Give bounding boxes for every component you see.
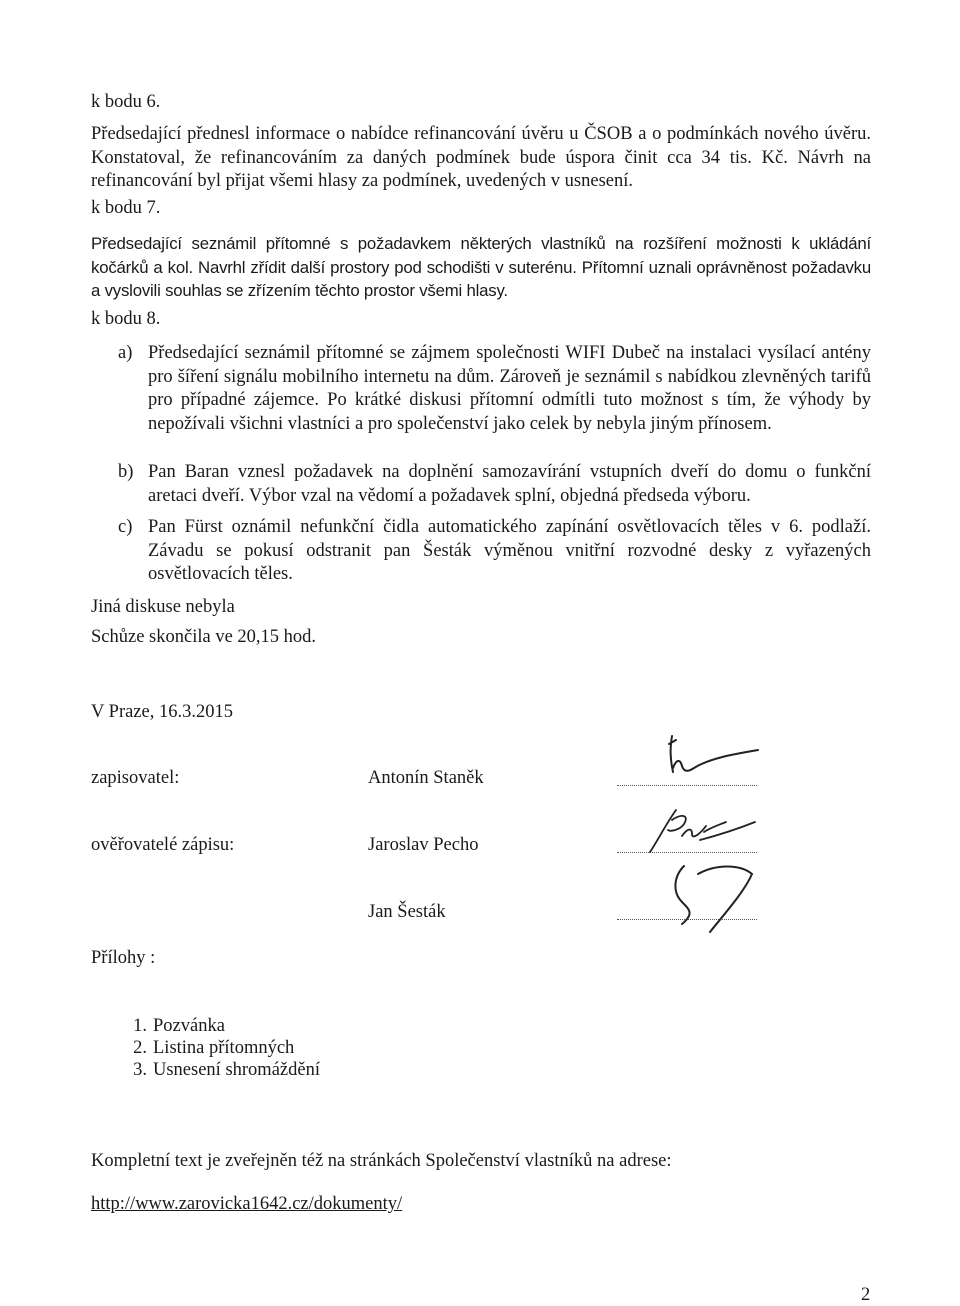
item-marker: b)	[118, 462, 134, 482]
attachments-list	[125, 1015, 320, 1081]
verifiers-label: ověřovatelé zápisu:	[91, 835, 235, 855]
publication-link[interactable]: http://www.zarovicka1642.cz/dokumenty/	[91, 1194, 403, 1214]
list-item	[125, 1059, 320, 1081]
closing-discussion: Jiná diskuse nebyla	[91, 597, 235, 617]
item-text: Usnesení shromáždění	[153, 1060, 320, 1080]
page-number: 2	[861, 1285, 871, 1305]
section-6-heading: k bodu 6.	[91, 92, 161, 112]
attachments-label: Přílohy :	[91, 948, 156, 968]
verifier-2-name: Jan Šesták	[368, 902, 446, 922]
list-item	[125, 1037, 320, 1059]
signature-line	[617, 784, 757, 786]
item-marker: c)	[118, 517, 133, 537]
item-number: 3.	[133, 1060, 147, 1080]
recorder-name: Antonín Staněk	[368, 768, 484, 788]
section-7-text: Předsedající seznámil přítomné s požadavkem některých vlastníků na rozšíření možnosti k ukládání kočárků a kol. Navrhl zřídit další prostory pod schodišti v suterénu. Přítomní uznali oprávněnost požadavku a vyslovili souhlas se zřízením těchto prostor všemi hlasy.	[91, 234, 871, 300]
closing-end: Schůze skončila ve 20,15 hod.	[91, 627, 317, 647]
item-text: Listina přítomných	[153, 1038, 295, 1058]
item-marker: a)	[118, 343, 133, 363]
item-number: 1.	[133, 1016, 147, 1036]
signature-recorder-image	[640, 728, 765, 780]
item-text: Předsedající seznámil přítomné se zájmem společnosti WIFI Dubeč na instalaci vysílací antény pro šíření signálu mobilního internetu na dům. Zároveň je seznámil s nabídkou zlevněných tarifů pro případné zájemce. Po krátké diskusi přítomní odmítli tuto možnost s tím, že výhody by nepožívali všichni vlastníci a pro společenství jako celek by nebyla jiným přínosem.	[148, 343, 871, 434]
item-text: Pozvánka	[153, 1016, 225, 1036]
section-6-text: Předsedající přednesl informace o nabídce refinancování úvěru u ČSOB a o podmínkách nového úvěru. Konstatoval, že refinancováním za daných podmínek bude úspora činit cca 34 tis. Kč. Návrh na refinancování byl přijat všemi hlasy za podmínek, uvedených v usnesení.	[91, 124, 871, 191]
item-text: Pan Fürst oznámil nefunkční čidla automatického zapínání osvětlovacích těles v 6. podlaží. Závadu se pokusí odstranit pan Šesták výměnou vnitřní rozvodné desky z vyřazených osvětlovacích těles.	[148, 517, 871, 584]
signature-verifier-1-image	[630, 800, 760, 858]
section-8-heading: k bodu 8.	[91, 309, 161, 329]
item-text: Pan Baran vznesl požadavek na doplnění samozavírání vstupních dveří do domu o funkční aretaci dveří. Výbor vzal na vědomí a požadavek splní, objedná předseda výboru.	[148, 462, 871, 506]
place-date: V Praze, 16.3.2015	[91, 702, 233, 722]
section-7-heading: k bodu 7.	[91, 198, 161, 218]
verifier-1-name: Jaroslav Pecho	[368, 835, 479, 855]
recorder-label: zapisovatel:	[91, 768, 180, 788]
list-item	[91, 516, 871, 587]
item-number: 2.	[133, 1038, 147, 1058]
signature-verifier-2-image	[660, 858, 760, 936]
list-item	[125, 1015, 320, 1037]
list-item	[91, 342, 871, 436]
publication-text: Kompletní text je zveřejněn též na stránkách Společenství vlastníků na adrese:	[91, 1151, 672, 1171]
list-item	[91, 461, 871, 508]
